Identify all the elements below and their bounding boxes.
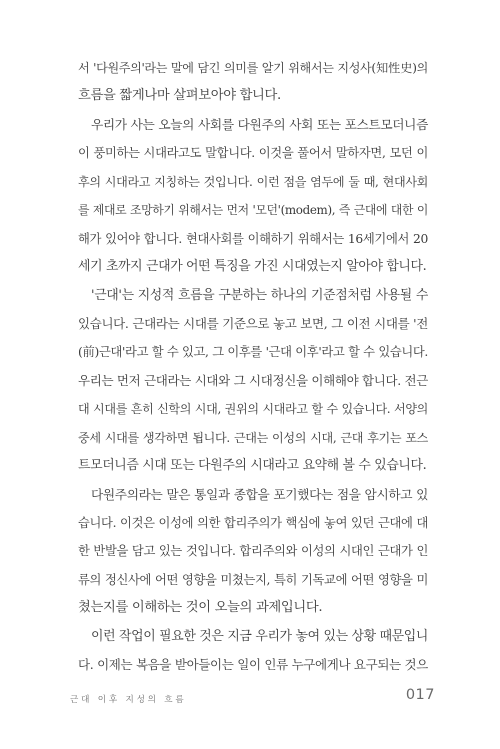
text-line: 후의 시대라고 지칭하는 것입니다. 이런 점을 염두에 둘 때, 현대사회: [78, 174, 428, 189]
text-line: 를 제대로 조망하기 위해서는 먼저 '모던'(modem), 즉 근대에 대한 이: [78, 203, 428, 218]
paragraph-3: [78, 282, 428, 481]
text-line: 습니다. 이것은 이성에 의한 합리주의가 핵심에 놓여 있던 근대에 대: [78, 516, 428, 530]
paragraph-5: [78, 623, 428, 680]
text-line: 중세 시대를 생각하면 됩니다. 근대는 이성의 시대, 근대 후기는 포스: [78, 430, 428, 445]
text-line: 세기 초까지 근대가 어떤 특징을 가진 시대였는지 알아야 합니다.: [78, 259, 427, 275]
text-line: 흐름을 짧게나마 살펴보아야 합니다.: [78, 88, 281, 104]
page-footer: [70, 685, 435, 711]
text-line: 있습니다. 근대라는 시대를 기준으로 놓고 보면, 그 이전 시대를 '전: [78, 315, 428, 331]
text-line: 대 시대를 흔히 신학의 시대, 권위의 시대라고 할 수 있습니다. 서양의: [78, 402, 428, 417]
page-number: 017: [405, 687, 435, 703]
text-line: 다. 이제는 복음을 받아들이는 일이 인류 누구에게나 요구되는 것으: [78, 657, 428, 673]
page-body: [78, 54, 428, 680]
text-line: 쳤는지를 이해하는 것이 오늘의 과제입니다.: [78, 600, 323, 616]
text-line: 한 반발을 담고 있는 것입니다. 합리주의와 이성의 시대인 근대가 인: [78, 544, 428, 559]
text-line: 다원주의라는 말은 통일과 종합을 포기했다는 점을 암시하고 있: [91, 486, 428, 502]
text-line: 이런 작업이 필요한 것은 지금 우리가 놓여 있는 상황 때문입니: [91, 628, 428, 644]
paragraph-4: [78, 481, 428, 623]
text-line: 이 풍미하는 시대라고도 말합니다. 이것을 풀어서 말하자면, 모던 이: [78, 146, 428, 161]
text-line: 우리가 사는 오늘의 사회를 다원주의 사회 또는 포스트모더니즘: [91, 116, 428, 132]
running-head: 근대 이후 지성의 흐름: [70, 695, 187, 705]
text-line: 서 '다원주의'라는 말에 담긴 의미를 알기 위해서는 지성사(知性史)의: [78, 61, 428, 75]
text-line: 트모더니즘 시대 또는 다원주의 시대라고 요약해 볼 수 있습니다.: [78, 458, 427, 474]
text-line: '근대'는 지성적 흐름을 구분하는 하나의 기준점처럼 사용될 수: [91, 287, 428, 303]
paragraph-2: [78, 111, 428, 282]
paragraph-1: [78, 54, 428, 111]
text-line: 우리는 먼저 근대라는 시대와 그 시대정신을 이해해야 합니다. 전근: [78, 372, 428, 388]
text-line: 류의 정신사에 어떤 영향을 미쳤는지, 특히 기독교에 어떤 영향을 미: [78, 572, 428, 587]
text-line: 해가 있어야 합니다. 현대사회를 이해하기 위해서는 16세기에서 20: [78, 231, 428, 246]
text-line: (前)근대'라고 할 수 있고, 그 이후를 '근대 이후'라고 할 수 있습니다.: [78, 345, 428, 360]
